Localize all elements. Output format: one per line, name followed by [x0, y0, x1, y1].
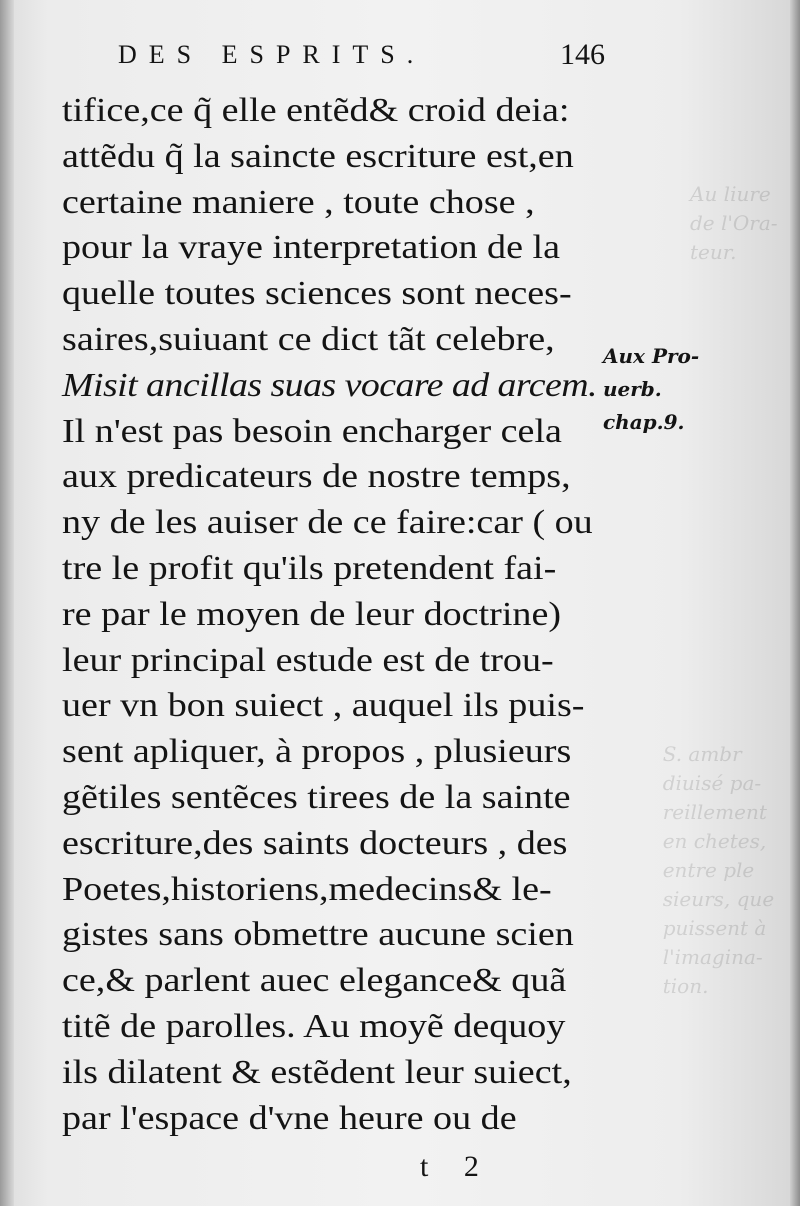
margin-note-line: Aux Pro-: [603, 344, 700, 368]
text-line: gistes sans obmettre aucune scien: [62, 916, 574, 954]
text-line: sent apliquer, à propos , plusieurs: [62, 733, 572, 771]
text-line: ce,& parlent auec elegance& quã: [62, 962, 567, 1000]
text-line: pour la vraye interpretation de la: [62, 229, 560, 267]
text-line: Il n'est pas besoin encharger cela: [62, 412, 562, 450]
bleed-through-bottom: S. ambr diuisé pa- reillement en chetes, entre ple sieurs, que puissent à l'imagina- tion.: [662, 742, 775, 998]
bleed-through-top: Au liure de l'Ora- teur.: [690, 182, 778, 264]
text-line: saires,suiuant ce dict tãt celebre,: [62, 320, 555, 358]
page-edge-shadow: [790, 0, 800, 1206]
text-line: aux predicateurs de nostre temps,: [62, 458, 571, 496]
text-line: uer vn bon suiect , auquel ils puis-: [62, 687, 585, 725]
latin-quotation: Misit ancillas suas vocare ad arcem.: [62, 366, 597, 404]
text-line: titẽ de parolles. Au moyẽ dequoy: [62, 1007, 566, 1045]
text-line: Poetes,historiens,medecins& le-: [62, 870, 552, 908]
text-line: attẽdu q̃ la saincte escriture est,en: [62, 137, 574, 175]
page-gutter-shadow: [0, 0, 14, 1206]
text-line: par l'espace d'vne heure ou de: [62, 1099, 517, 1137]
text-line: tre le profit qu'ils pretendent fai-: [62, 549, 557, 587]
text-line: escriture,des saints docteurs , des: [62, 824, 568, 862]
text-line: leur principal estude est de trou-: [62, 641, 554, 679]
margin-note-line: uerb.: [603, 377, 662, 401]
text-line: ny de les auiser de ce faire:car ( ou: [62, 504, 593, 542]
page-number: 146: [560, 38, 605, 71]
body-text: [62, 88, 602, 1141]
text-line: tifice,ce q̃ elle entẽd& croid deia:: [62, 92, 570, 129]
margin-note-line: chap.9.: [603, 410, 685, 434]
text-line: re par le moyen de leur doctrine): [62, 595, 562, 633]
text-line: gẽtiles sentẽces tirees de la sainte: [62, 778, 571, 816]
running-head: DES ESPRITS.: [118, 40, 426, 69]
text-line: ils dilatent & estẽdent leur suiect,: [62, 1053, 572, 1091]
text-line: certaine maniere , toute chose ,: [62, 183, 535, 221]
marginal-reference: [603, 340, 699, 439]
signature-mark: t 2: [420, 1150, 493, 1183]
text-line: quelle toutes sciences sont neces-: [62, 275, 572, 313]
